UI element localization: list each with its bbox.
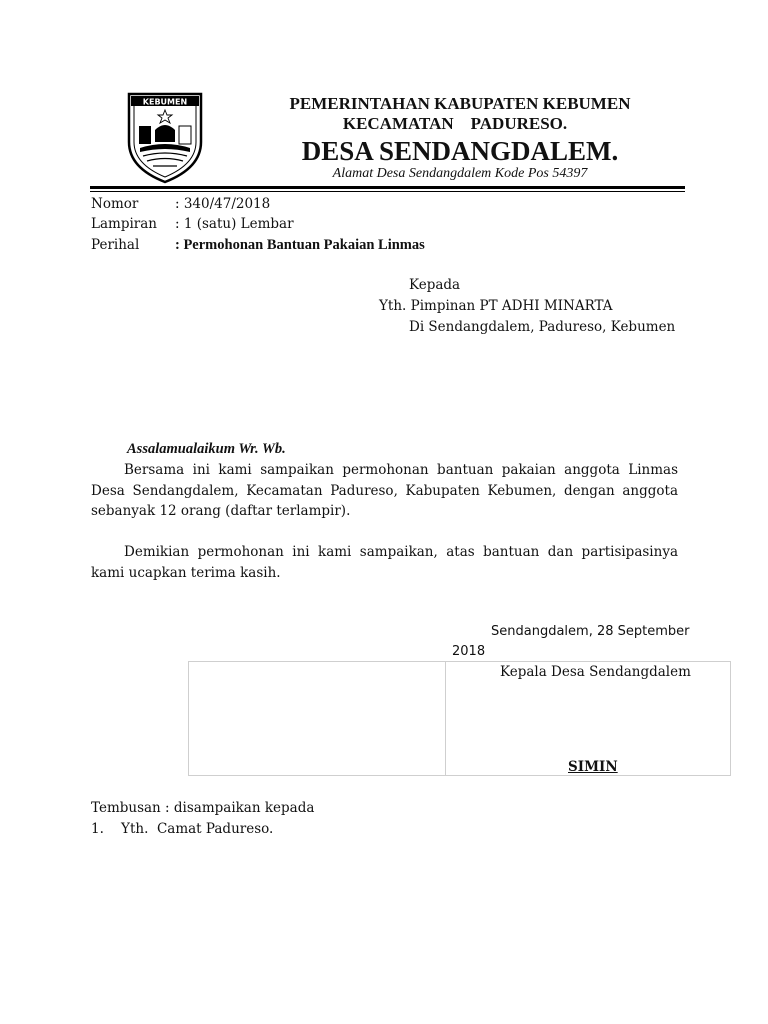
coat-of-arms-logo (95, 90, 235, 184)
cc-item-1: 1. Yth. Camat Padureso. (91, 821, 274, 837)
recipient-kepada: Kepada (409, 277, 461, 293)
body-paragraph-1: Bersama ini kami sampaikan permohonan bantuan pakaian anggota Linmas Desa Sendangdalem, Kecamatan Padureso, Kabupaten Kebumen, dengan anggota sebanyak 12 orang (daftar terlampir). (91, 462, 678, 519)
recipient-yth: Yth. Pimpinan PT ADHI MINARTA (379, 298, 613, 314)
signature-table-divider (445, 661, 446, 775)
body-paragraph-2: Demikian permohonan ini kami sampaikan, atas bantuan dan partisipasinya kami ucapkan terima kasih. (91, 544, 678, 581)
header-divider-thick (90, 186, 685, 189)
nomor-value: : 340/47/2018 (175, 196, 271, 212)
date-line-2: 2018 (452, 644, 486, 659)
signature-title: Kepala Desa Sendangdalem (500, 664, 691, 680)
cc-heading: Tembusan : disampaikan kepada (91, 800, 315, 816)
letterhead-government: PEMERINTAHAN KABUPATEN KEBUMEN (289, 94, 631, 113)
letterhead-district: KECAMATAN PADURESO. (342, 114, 568, 133)
letterhead-address: Alamat Desa Sendangdalem Kode Pos 54397 (332, 166, 588, 181)
letterhead-village: DESA SENDANGDALEM. (301, 136, 619, 166)
header-divider-thin (90, 191, 685, 192)
date-line-1: Sendangdalem, 28 September (491, 624, 690, 639)
recipient-address: Di Sendangdalem, Padureso, Kebumen (409, 319, 676, 335)
perihal-value: : Permohonan Bantuan Pakaian Linmas (175, 237, 425, 253)
lampiran-label: Lampiran (91, 216, 157, 232)
kebumen-emblem-icon (95, 90, 235, 184)
signature-name: SIMIN (568, 759, 618, 775)
greeting: Assalamualaikum Wr. Wb. (127, 441, 286, 457)
perihal-label: Perihal (91, 237, 140, 253)
lampiran-value: : 1 (satu) Lembar (175, 216, 294, 232)
nomor-label: Nomor (91, 196, 139, 212)
logo-text: KEBUMEN (142, 97, 188, 107)
